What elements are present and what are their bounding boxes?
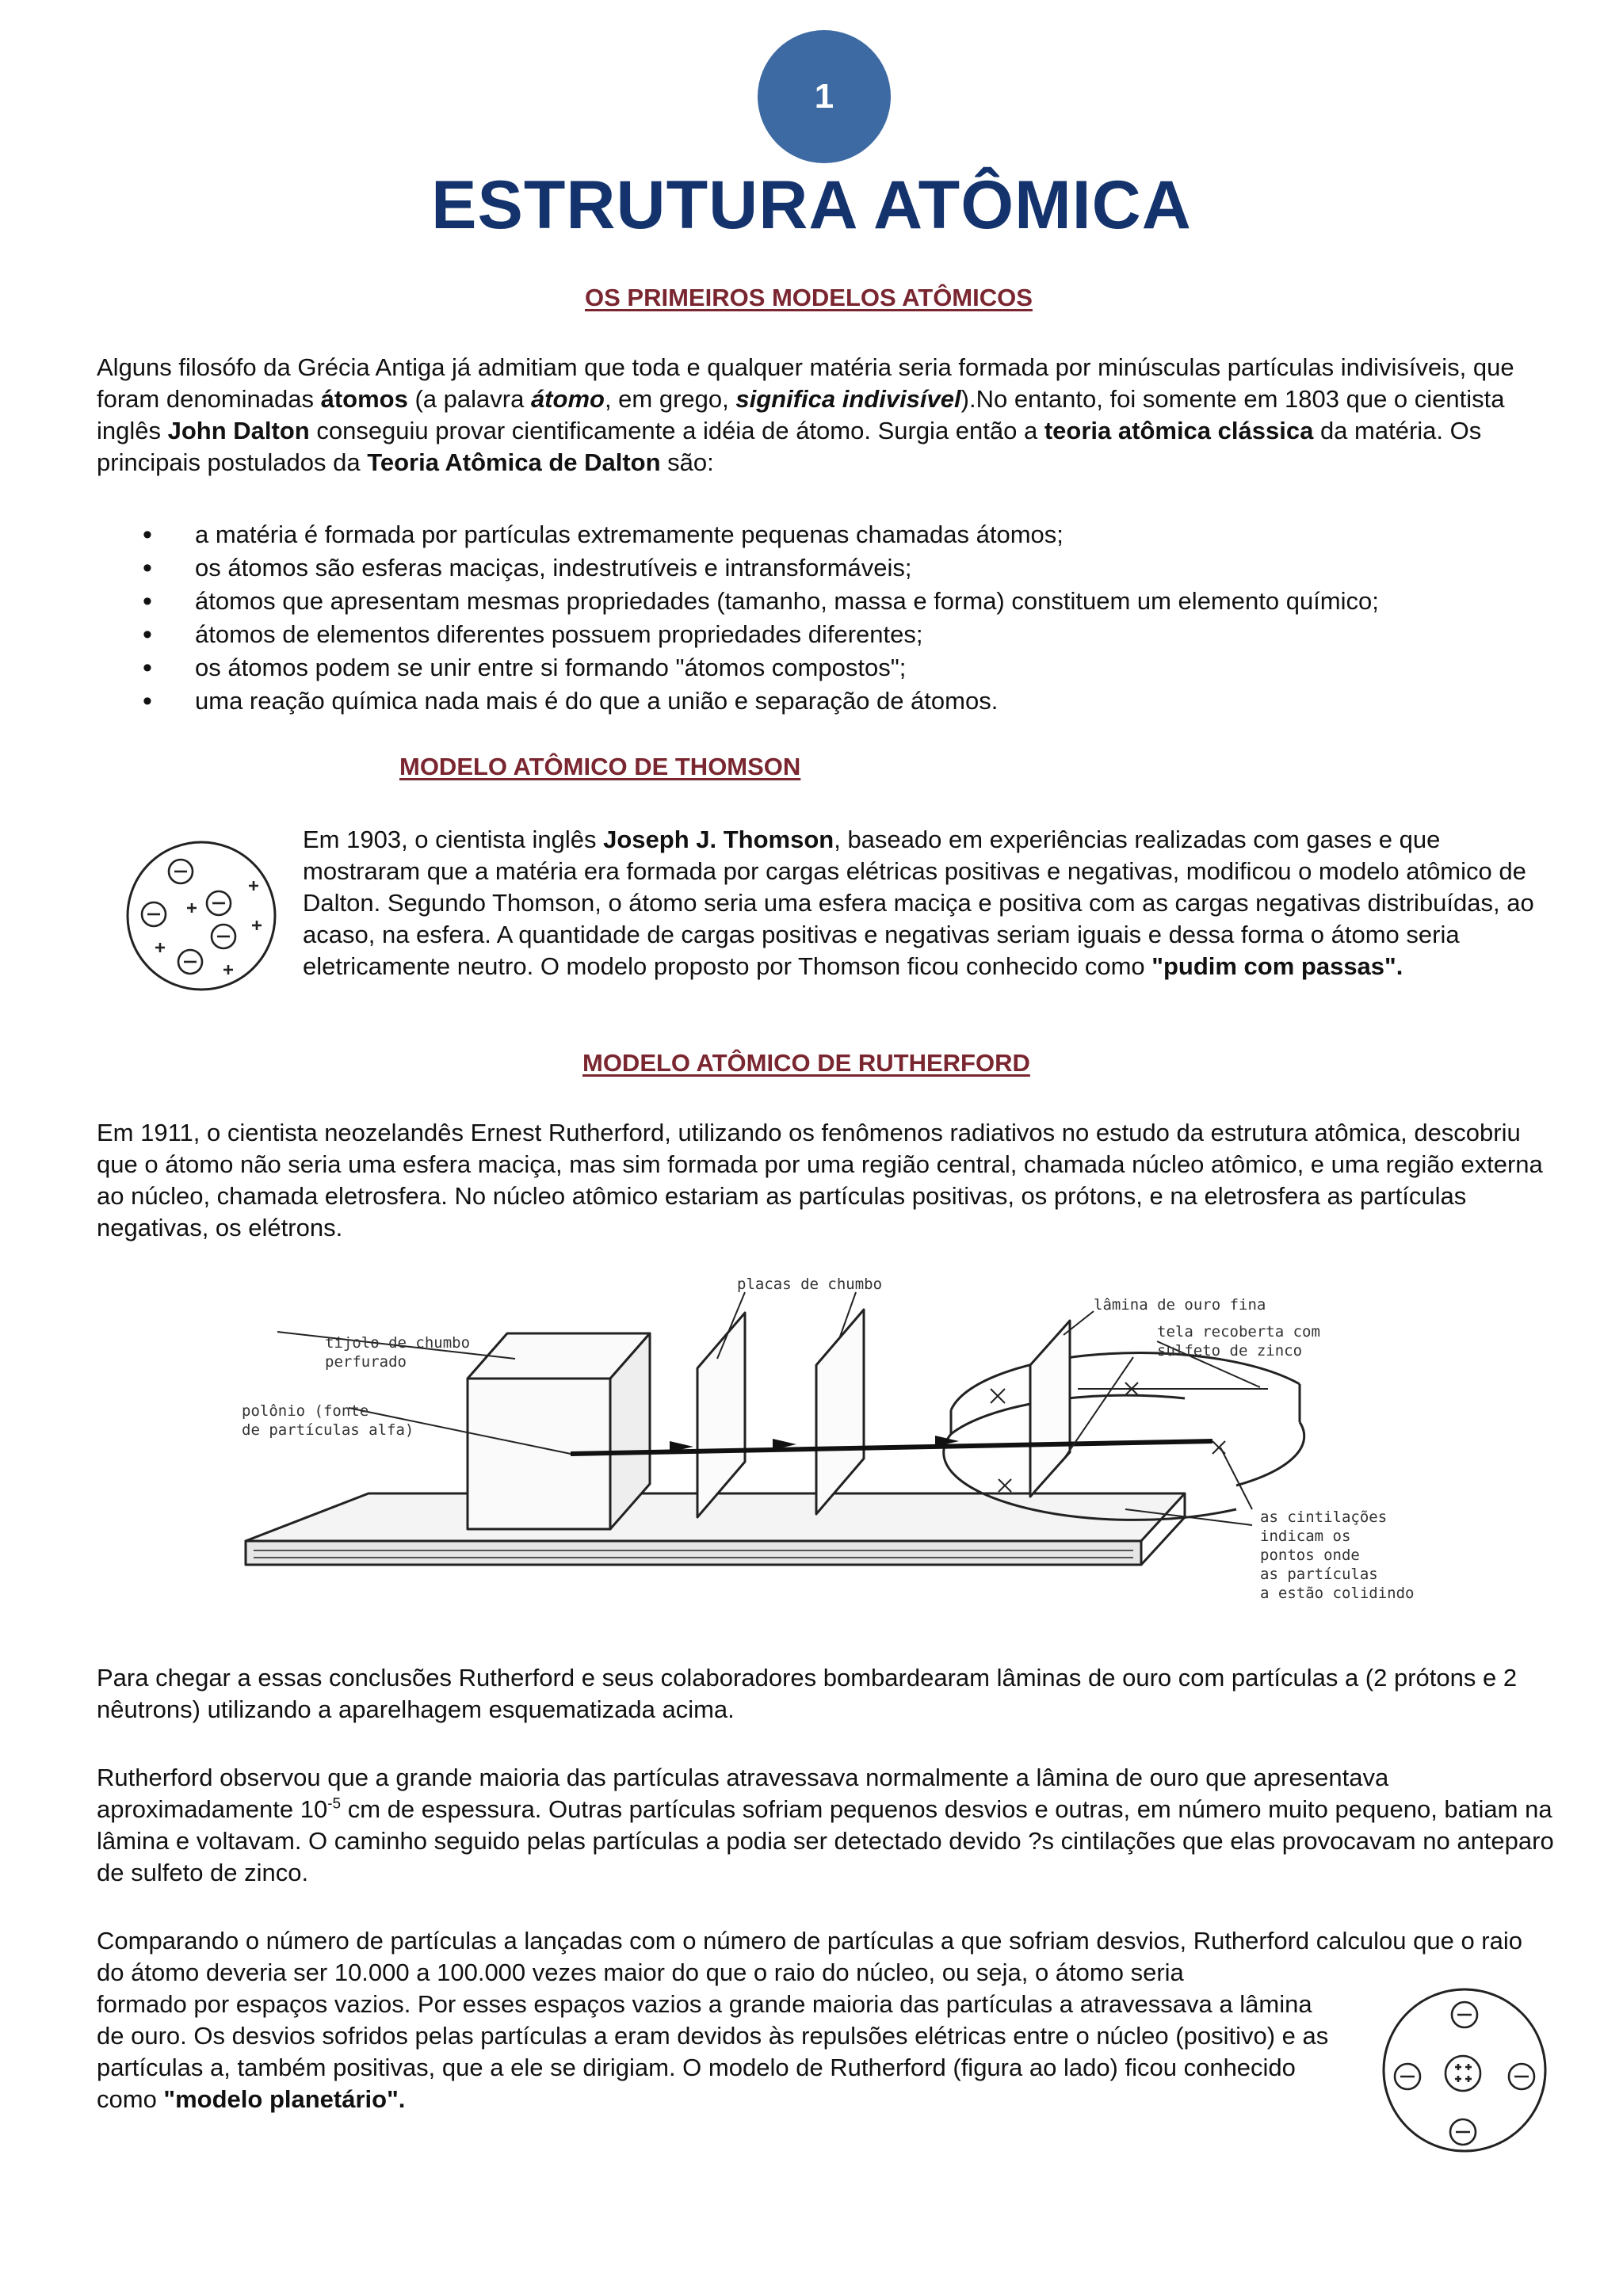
list-item: • uma reação química nada mais é do que a união e separação de átomos. — [97, 685, 1571, 718]
label-tijolo-2: perfurado — [325, 1353, 407, 1371]
list-item: • a matéria é formada por partículas extremamente pequenas chamadas átomos; — [97, 518, 1571, 551]
label-cintilacoes-3: pontos onde — [1260, 1547, 1360, 1564]
list-item: • os átomos são esferas maciças, indestrutíveis e intransformáveis; — [97, 551, 1571, 585]
heading-thomson: MODELO ATÔMICO DE THOMSON — [399, 753, 801, 780]
page-title: ESTRUTURA ATÔMICA — [431, 167, 1192, 243]
label-lamina: lâmina de ouro fina — [1094, 1296, 1266, 1314]
rutherford-paragraph-3: Rutherford observou que a grande maioria das partículas atravessava normalmente a lâmina de ouro que apresentava aproximadamente $10^{-5}$ cm de espessura. Outras partículas sofriam pequenos desvios e outras, em número muito pequeno, batiam na lâmina e voltavam. O caminho seguido pelas partículas a podia ser detectado devido ?s cintilações que elas provocavam no anteparo de sulfeto de zinco. — [97, 1764, 1554, 1886]
dalton-postulates-list — [97, 518, 1571, 718]
list-item: • átomos de elementos diferentes possuem propriedades diferentes; — [97, 618, 1571, 651]
rutherford-paragraph-2: Para chegar a essas conclusões Rutherford e seus colaboradores bombardearam lâminas de ouro com partículas a (2 prótons e 2 nêutrons) utilizando a aparelhagem esquematizada acima. — [97, 1664, 1518, 1723]
rutherford-paragraph-1: Em 1911, o cientista neozelandês Ernest Rutherford, utilizando os fenômenos radiativos no estudo da estrutura atômica, descobriu que o átomo não seria uma esfera maciça, mas sim formada por uma região central, chamada núcleo atômico, e uma região externa ao núcleo, chamada eletrosfera. No núcleo atômico estariam as partículas positivas, os prótons, e na eletrosfera as partículas negativas, os elétrons. — [97, 1119, 1543, 1241]
label-cintilacoes-4: as partículas — [1260, 1566, 1378, 1583]
label-cintilacoes-1: as cintilações — [1260, 1508, 1388, 1526]
rutherford-paragraph-4-cont: formado por espaços vazios. Por esses espaços vazios a grande maioria das partículas a atravessava a lâmina de ouro. Os desvios sofridos pelas partículas a eram devidos às repulsões elétricas entre o núcleo (positivo) e as partículas a, também positivas, que a ele se dirigiam. O modelo de Rutherford (figura ao lado) ficou conhecido como "modelo planetário". — [97, 1990, 1329, 2113]
label-cintilacoes-5: a estão colidindo — [1260, 1585, 1415, 1602]
label-placas: placas de chumbo — [737, 1276, 883, 1293]
label-cintilacoes-2: indicam os — [1260, 1527, 1351, 1545]
page-number-badge — [758, 30, 891, 163]
label-polonio-1: polônio (fonte — [242, 1402, 369, 1420]
label-tijolo-1: tijolo de chumbo — [325, 1334, 471, 1352]
list-item: • os átomos podem se unir entre si formando "átomos compostos"; — [97, 651, 1571, 685]
rutherford-experiment-diagram — [238, 1272, 1442, 1620]
thomson-paragraph: Em 1903, o cientista inglês Joseph J. Thomson, baseado em experiências realizadas com gases e que mostraram que a matéria era formada por cargas elétricas positivas e negativas, modificou o modelo atômico de Dalton. Segundo Thomson, o átomo seria uma esfera maciça e positiva com as cargas negativas distribuídas, ao acaso, na esfera. A quantidade de cargas positivas e negativas seriam iguais e dessa forma o átomo seria eletricamente neutro. O modelo proposto por Thomson ficou conhecido como "pudim com passas". — [303, 826, 1534, 980]
dalton-intro-paragraph: Alguns filosófo da Grécia Antiga já admitiam que toda e qualquer matéria seria formada por minúsculas partículas indivisíveis, que foram denominadas átomos (a palavra átomo, em grego, significa indivisível).No entanto, foi somente em 1803 que o cientista inglês John Dalton conseguiu provar cientificamente a idéia de átomo. Surgia então a teoria atômica clássica da matéria. Os principais postulados da Teoria Atômica de Dalton são: — [97, 353, 1514, 476]
label-polonio-2: de partículas alfa) — [242, 1421, 414, 1439]
heading-rutherford: MODELO ATÔMICO DE RUTHERFORD — [582, 1049, 1030, 1077]
page-number: 1 — [814, 77, 834, 116]
list-item: • átomos que apresentam mesmas propriedades (tamanho, massa e forma) constituem um elemento químico; — [97, 585, 1571, 618]
rutherford-model-figure — [1379, 1985, 1550, 2156]
rutherford-paragraph-4: Comparando o número de partículas a lançadas com o número de partículas a que sofriam desvios, Rutherford calculou que o raio do átomo deveria ser 10.000 a 100.000 vezes maior do que o raio do núcleo, ou seja, o átomo seria — [97, 1927, 1522, 1986]
heading-primeiros-modelos: OS PRIMEIROS MODELOS ATÔMICOS — [585, 284, 1033, 311]
label-tela-1: tela recoberta com — [1157, 1323, 1320, 1341]
thomson-model-figure — [124, 838, 279, 994]
label-tela-2: sulfeto de zinco — [1157, 1342, 1303, 1360]
